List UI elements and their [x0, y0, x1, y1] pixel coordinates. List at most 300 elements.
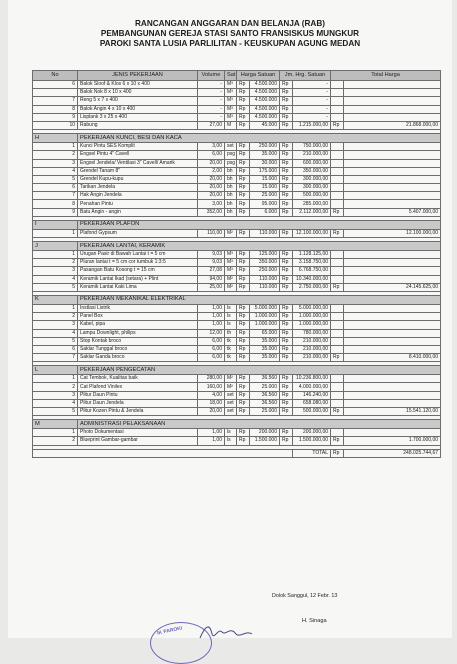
currency-label: Rp [280, 175, 293, 183]
currency-label: Rp [237, 121, 250, 129]
signer-name: H. Sinaga [302, 618, 327, 624]
currency-label [331, 329, 344, 337]
item-volume: 27,08 [198, 267, 225, 275]
item-unit: M³ [225, 259, 237, 267]
item-unit: M² [225, 375, 237, 383]
item-number: 3 [33, 267, 78, 275]
table-row [33, 97, 441, 105]
item-volume: - [198, 97, 225, 105]
currency-label: Rp [280, 313, 293, 321]
section-row [33, 134, 441, 143]
grand-total-row [33, 449, 441, 457]
item-unit-price: 65.000 [250, 329, 280, 337]
item-description: Keramik Lantai Kaki Lima [78, 283, 198, 291]
currency-label: Rp [237, 267, 250, 275]
col-header-volume: Volume [198, 71, 225, 81]
item-unit-price: 15.000 [250, 184, 280, 192]
item-unit-price: 25.000 [250, 192, 280, 200]
item-total [344, 337, 441, 345]
table-row [33, 321, 441, 329]
item-total: 5.407.000,00 [344, 208, 441, 216]
signature [196, 622, 276, 642]
item-subtotal: 10.340.000,00 [293, 275, 331, 283]
item-unit-price: 95.000 [250, 200, 280, 208]
item-number [33, 89, 78, 97]
item-total [344, 113, 441, 121]
item-volume: 1,00 [198, 437, 225, 445]
item-volume: 27,00 [198, 121, 225, 129]
item-total [344, 259, 441, 267]
currency-label: Rp [237, 143, 250, 151]
item-number: 2 [33, 151, 78, 159]
section-row [33, 366, 441, 375]
currency-label: Rp [280, 375, 293, 383]
currency-label [331, 159, 344, 167]
header-parish: PAROKI SANTA LUSIA PARLILITAN - KEUSKUPAN AGUNG MEDAN [99, 39, 361, 48]
item-volume: 4,00 [198, 391, 225, 399]
section-title: PEKERJAAN KUNCI, BESI DAN KACA [78, 134, 441, 143]
item-description: Cat Plafond Vinilex [78, 383, 198, 391]
currency-label: Rp [237, 167, 250, 175]
item-total [344, 143, 441, 151]
item-total [344, 321, 441, 329]
item-volume: - [198, 81, 225, 89]
item-description: Reng 5 x 7 x 400 [78, 97, 198, 105]
currency-label [331, 275, 344, 283]
currency-label: Rp [237, 97, 250, 105]
section-row [33, 242, 441, 251]
item-number: 1 [33, 429, 78, 437]
item-subtotal: - [293, 113, 331, 121]
currency-label: Rp [237, 151, 250, 159]
currency-label [331, 304, 344, 312]
item-total [344, 200, 441, 208]
currency-label: Rp [237, 159, 250, 167]
currency-label: Rp [331, 208, 344, 216]
section-code: L [33, 366, 78, 375]
currency-label [331, 391, 344, 399]
item-volume: 1,00 [198, 313, 225, 321]
item-unit-price: 110.000 [250, 283, 280, 291]
currency-label: Rp [280, 229, 293, 237]
section-row [33, 220, 441, 229]
currency-label [331, 175, 344, 183]
item-volume: - [198, 105, 225, 113]
item-total [344, 175, 441, 183]
currency-label: Rp [280, 275, 293, 283]
item-number: 7 [33, 354, 78, 362]
item-number: 8 [33, 105, 78, 113]
item-subtotal: 200.000,00 [293, 429, 331, 437]
item-unit-price: 4.500.000 [250, 113, 280, 121]
item-total [344, 313, 441, 321]
item-subtotal: 3.158.750,00 [293, 259, 331, 267]
item-subtotal: 1.000.000,00 [293, 321, 331, 329]
item-number: 1 [33, 375, 78, 383]
item-subtotal: 210.000,00 [293, 345, 331, 353]
currency-label: Rp [280, 408, 293, 416]
currency-label: Rp [280, 399, 293, 407]
item-description: Batu Angin - angin [78, 208, 198, 216]
item-unit: M³ [225, 81, 237, 89]
item-unit: M³ [225, 97, 237, 105]
item-volume: 6,00 [198, 337, 225, 345]
table-row [33, 167, 441, 175]
item-unit: ls [225, 304, 237, 312]
section-row [33, 420, 441, 429]
item-total [344, 275, 441, 283]
item-total [344, 429, 441, 437]
item-subtotal: 780.000,00 [293, 329, 331, 337]
item-subtotal: 2.112.000,00 [293, 208, 331, 216]
place-date: Dolok Sanggul, 12 Febr. 13 [272, 593, 338, 599]
table-row [33, 200, 441, 208]
item-unit-price: 25.000 [250, 383, 280, 391]
item-unit: ls [225, 313, 237, 321]
currency-label [331, 167, 344, 175]
item-unit-price: 35.000 [250, 151, 280, 159]
item-description: Photo Dokumentasi [78, 429, 198, 437]
item-unit-price: 1.000.000 [250, 313, 280, 321]
item-unit-price: 45.000 [250, 121, 280, 129]
table-row [33, 121, 441, 129]
section-title: ADMINISTRASI PELAKSANAAN [78, 420, 441, 429]
item-unit: M² [225, 275, 237, 283]
item-total [344, 97, 441, 105]
item-description: Pluran lantai t = 5 cm cor tumbuk 1:3:5 [78, 259, 198, 267]
item-unit: M³ [225, 105, 237, 113]
item-subtotal: 1.215.000,00 [293, 121, 331, 129]
currency-label: Rp [280, 159, 293, 167]
currency-label [331, 200, 344, 208]
item-number: 7 [33, 192, 78, 200]
currency-label [331, 321, 344, 329]
section-code: M [33, 420, 78, 429]
item-unit-price: 200.000 [250, 429, 280, 437]
item-description: Grendel Kupu-kupu [78, 175, 198, 183]
table-row [33, 159, 441, 167]
currency-label: Rp [280, 251, 293, 259]
item-unit: M³ [225, 89, 237, 97]
table-row [33, 354, 441, 362]
item-number: 9 [33, 208, 78, 216]
table-row [33, 175, 441, 183]
table-row [33, 313, 441, 321]
item-unit: bh [225, 175, 237, 183]
currency-label: Rp [237, 229, 250, 237]
item-subtotal: 600.000,00 [293, 159, 331, 167]
item-unit-price: 15.000 [250, 175, 280, 183]
item-number: 2 [33, 313, 78, 321]
currency-label: Rp [280, 304, 293, 312]
item-total [344, 167, 441, 175]
item-number: 1 [33, 229, 78, 237]
item-description: Cat Tembok, Kualitas baik [78, 375, 198, 383]
item-total [344, 105, 441, 113]
item-volume: 1,00 [198, 321, 225, 329]
item-description: Plitur Daun Jendela [78, 399, 198, 407]
item-subtotal: - [293, 105, 331, 113]
table-row [33, 267, 441, 275]
item-description: Tarikan Jendela [78, 184, 198, 192]
currency-label [331, 375, 344, 383]
item-number: 1 [33, 143, 78, 151]
budget-table [32, 70, 441, 458]
table-row [33, 345, 441, 353]
header-title: RANCANGAN ANGGARAN DAN BELANJA (RAB) [135, 19, 325, 28]
table-row [33, 208, 441, 216]
item-total [344, 304, 441, 312]
currency-label: Rp [280, 200, 293, 208]
currency-label: Rp [237, 81, 250, 89]
item-total: 24.145.625,00 [344, 283, 441, 291]
table-row [33, 143, 441, 151]
grand-total-value: 248.025.744,67 [344, 449, 441, 457]
item-description: Plafond Gypsum [78, 229, 198, 237]
item-subtotal: 750.000,00 [293, 143, 331, 151]
currency-label [331, 97, 344, 105]
item-number: 5 [33, 337, 78, 345]
item-number: 2 [33, 383, 78, 391]
item-number: 10 [33, 121, 78, 129]
item-unit: bh [225, 184, 237, 192]
currency-label: Rp [237, 337, 250, 345]
item-unit: bh [225, 200, 237, 208]
item-total [344, 184, 441, 192]
currency-label [331, 81, 344, 89]
section-code: H [33, 134, 78, 143]
table-body [33, 81, 441, 458]
item-volume: 94,00 [198, 275, 225, 283]
item-number: 4 [33, 167, 78, 175]
section-row [33, 295, 441, 304]
item-volume: 25,00 [198, 283, 225, 291]
item-description: Saklar Tunggal broco [78, 345, 198, 353]
item-subtotal: - [293, 89, 331, 97]
currency-label [331, 113, 344, 121]
currency-label: Rp [331, 408, 344, 416]
grand-total-label: TOTAL [293, 449, 331, 457]
item-description: Balok Angin 4 x 10 x 400 [78, 105, 198, 113]
item-number: 2 [33, 259, 78, 267]
currency-label: Rp [237, 251, 250, 259]
section-code: I [33, 220, 78, 229]
item-volume: 1,00 [198, 304, 225, 312]
currency-label [331, 89, 344, 97]
blank-cell [33, 449, 293, 457]
currency-label: Rp [280, 208, 293, 216]
item-unit: ls [225, 437, 237, 445]
item-volume: 20,00 [198, 175, 225, 183]
item-description: Kunci Pintu SES Komplit [78, 143, 198, 151]
item-total [344, 399, 441, 407]
table-row [33, 337, 441, 345]
item-unit: M³ [225, 267, 237, 275]
item-unit: M² [225, 229, 237, 237]
item-unit-price: 4.500.000 [250, 81, 280, 89]
document-header [8, 19, 452, 49]
currency-label: Rp [237, 429, 250, 437]
item-subtotal: 1.000.000,00 [293, 313, 331, 321]
item-subtotal: 300.000,00 [293, 175, 331, 183]
item-total: 21.868.000,00 [344, 121, 441, 129]
item-total: 1.700.000,00 [344, 437, 441, 445]
item-unit: set [225, 408, 237, 416]
currency-label: Rp [280, 329, 293, 337]
section-code: K [33, 295, 78, 304]
item-unit: M² [225, 283, 237, 291]
table-row [33, 81, 441, 89]
item-description: Balok Nok 8 x 10 x 400 [78, 89, 198, 97]
currency-label: Rp [237, 383, 250, 391]
item-volume: 20,00 [198, 408, 225, 416]
item-number: 4 [33, 399, 78, 407]
header-project: PEMBANGUNAN GEREJA STASI SANTO FRANSISKUS MUNGKUR [100, 29, 360, 38]
col-header-subtotal: Jm. Hrg. Satuan [280, 71, 331, 81]
currency-label: Rp [237, 89, 250, 97]
table-row [33, 184, 441, 192]
item-description: Instlasi Listrik [78, 304, 198, 312]
currency-label: Rp [280, 97, 293, 105]
item-unit-price: 110.000 [250, 275, 280, 283]
item-description: Saklar Ganda broco [78, 354, 198, 362]
item-unit: psg [225, 159, 237, 167]
item-unit-price: 4.500.000 [250, 97, 280, 105]
currency-label: Rp [237, 408, 250, 416]
currency-label: Rp [280, 143, 293, 151]
col-header-total: Total Harga [331, 71, 441, 81]
table-row [33, 105, 441, 113]
item-description: Lisplank 3 x 25 x 400 [78, 113, 198, 121]
currency-label: Rp [237, 259, 250, 267]
item-number: 2 [33, 437, 78, 445]
currency-label [331, 429, 344, 437]
item-total [344, 192, 441, 200]
item-total: 15.541.120,00 [344, 408, 441, 416]
item-subtotal: 300.000,00 [293, 184, 331, 192]
item-subtotal: 10.236.800,00 [293, 375, 331, 383]
item-volume: 2,00 [198, 167, 225, 175]
item-total: 12.100.000,00 [344, 229, 441, 237]
section-code: J [33, 242, 78, 251]
col-header-unit-price: Harga Satuan [237, 71, 280, 81]
item-description: Rabung [78, 121, 198, 129]
currency-label: Rp [237, 175, 250, 183]
table-row [33, 192, 441, 200]
currency-label: Rp [280, 267, 293, 275]
item-number: 6 [33, 184, 78, 192]
item-total [344, 81, 441, 89]
item-number: 6 [33, 345, 78, 353]
item-subtotal: 210.000,00 [293, 151, 331, 159]
item-volume: 6,00 [198, 345, 225, 353]
item-unit: set [225, 391, 237, 399]
item-unit: set [225, 143, 237, 151]
item-volume: 9,03 [198, 259, 225, 267]
section-title: PEKERJAAN LANTAI, KERAMIK [78, 242, 441, 251]
item-subtotal: 146.240,00 [293, 391, 331, 399]
item-unit: M [225, 121, 237, 129]
item-total [344, 89, 441, 97]
item-volume: 1,00 [198, 429, 225, 437]
item-unit-price: 36.560 [250, 375, 280, 383]
currency-label: Rp [280, 113, 293, 121]
item-unit: tk [225, 337, 237, 345]
item-number: 7 [33, 97, 78, 105]
item-number: 9 [33, 113, 78, 121]
item-unit-price: 250.000 [250, 267, 280, 275]
item-number: 5 [33, 283, 78, 291]
currency-label: Rp [237, 321, 250, 329]
table-row [33, 229, 441, 237]
currency-label: Rp [237, 105, 250, 113]
table-row [33, 304, 441, 312]
col-header-no: No [33, 71, 78, 81]
currency-label [331, 151, 344, 159]
currency-label: Rp [237, 391, 250, 399]
table-row [33, 151, 441, 159]
item-volume: 3,00 [198, 143, 225, 151]
item-unit-price: 35.000 [250, 345, 280, 353]
currency-label: Rp [237, 304, 250, 312]
item-unit-price: 6.000 [250, 208, 280, 216]
item-volume: 20,00 [198, 184, 225, 192]
table-row [33, 429, 441, 437]
currency-label: Rp [331, 229, 344, 237]
item-unit-price: 35.000 [250, 354, 280, 362]
table-header-row [33, 71, 441, 81]
item-volume: 110,00 [198, 229, 225, 237]
item-total [344, 375, 441, 383]
item-volume: 6,00 [198, 354, 225, 362]
currency-label: Rp [237, 192, 250, 200]
currency-label: Rp [237, 313, 250, 321]
table-row [33, 329, 441, 337]
currency-label [331, 313, 344, 321]
item-number: 6 [33, 81, 78, 89]
item-unit-price: 36.560 [250, 399, 280, 407]
currency-label: Rp [331, 354, 344, 362]
currency-label: Rp [280, 345, 293, 353]
item-total [344, 151, 441, 159]
table-row [33, 383, 441, 391]
item-unit-price: 25.000 [250, 408, 280, 416]
item-total [344, 159, 441, 167]
item-number: 4 [33, 329, 78, 337]
currency-label: Rp [280, 151, 293, 159]
currency-label: Rp [237, 275, 250, 283]
currency-label: Rp [280, 283, 293, 291]
currency-label: Rp [280, 121, 293, 129]
currency-label: Rp [280, 81, 293, 89]
table-row [33, 437, 441, 445]
item-unit-price: 350.000 [250, 259, 280, 267]
item-total [344, 329, 441, 337]
currency-label: Rp [280, 192, 293, 200]
item-volume: 3,00 [198, 200, 225, 208]
item-description: Panel Box [78, 313, 198, 321]
table-row [33, 251, 441, 259]
item-description: Plitur Daun Pintu [78, 391, 198, 399]
item-unit: set [225, 399, 237, 407]
item-description: Pasangan Batu Kosong t = 15 cm [78, 267, 198, 275]
item-subtotal: 5.000.000,00 [293, 304, 331, 312]
currency-label: Rp [280, 89, 293, 97]
item-volume: 18,00 [198, 399, 225, 407]
table-row [33, 399, 441, 407]
item-description: Hak Angin Jendela [78, 192, 198, 200]
item-description: Kabel, pipa [78, 321, 198, 329]
